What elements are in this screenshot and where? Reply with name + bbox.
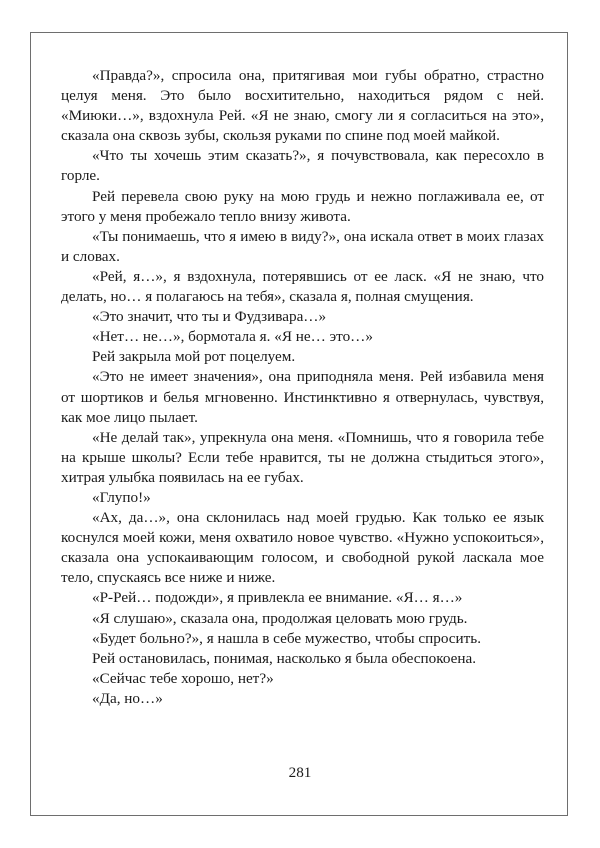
paragraph: «Да, но…»: [92, 689, 163, 707]
paragraph: «Р-Рей… подожди», я привлекла ее внимание. «Я… я…»: [92, 589, 463, 607]
paragraph: «Ты понимаешь, что я имею в виду?», она искала ответ в моих глазах и словах.: [61, 227, 544, 265]
paragraph: «Не делай так», упрекнула она меня. «Помнишь, что я говорила тебе на крыше школы? Если тебе нравится, ты не должна стыдиться этого», хитрая улыбка появилась на ее губах.: [61, 428, 544, 486]
paragraph: «Это не имеет значения», она приподняла меня. Рей избавила меня от шортиков и белья мгновенно. Инстинктивно я отвернулась, чувствуя, как мое лицо пылает.: [61, 368, 544, 426]
paragraph: Рей остановилась, понимая, насколько я была обеспокоена.: [92, 649, 477, 667]
paragraph: Рей перевела свою руку на мою грудь и нежно поглаживала ее, от этого у меня пробежало тепло внизу живота.: [61, 187, 544, 225]
paragraph: «Что ты хочешь этим сказать?», я почувствовала, как пересохло в горле.: [61, 147, 544, 185]
paragraph: «Правда?», спросила она, притягивая мои губы обратно, страстно целуя меня. Это было восхитительно, находиться рядом с ней. «Миюки…», вздохнула Рей. «Я не знаю, смогу ли я согласиться на это», сказала она сквозь зубы, скользя руками по спине под моей майкой.: [61, 67, 544, 145]
paragraph: «Я слушаю», сказала она, продолжая целовать мою грудь.: [92, 609, 468, 627]
body-text: [61, 66, 544, 709]
paragraph: «Нет… не…», бормотала я. «Я не… это…»: [92, 328, 373, 346]
paragraph: «Глупо!»: [92, 488, 151, 506]
paragraph: «Рей, я…», я вздохнула, потерявшись от ее ласк. «Я не знаю, что делать, но… я полагаюсь на тебя», сказала я, полная смущения.: [61, 267, 544, 306]
paragraph: Рей закрыла мой рот поцелуем.: [92, 348, 296, 366]
paragraph: «Будет больно?», я нашла в себе мужество, чтобы спросить.: [92, 629, 482, 647]
page-number: 281: [288, 764, 312, 781]
paragraph: «Сейчас тебе хорошо, нет?»: [92, 669, 274, 687]
paragraph: «Ах, да…», она склонилась над моей грудью. Как только ее язык коснулся моей кожи, меня охватило новое чувство. «Нужно успокоиться», сказала она успокаивающим голосом, и свободной рукой ласкала мое тело, спускаясь все ниже и ниже.: [61, 509, 544, 587]
paragraph: «Это значит, что ты и Фудзивара…»: [92, 308, 327, 326]
